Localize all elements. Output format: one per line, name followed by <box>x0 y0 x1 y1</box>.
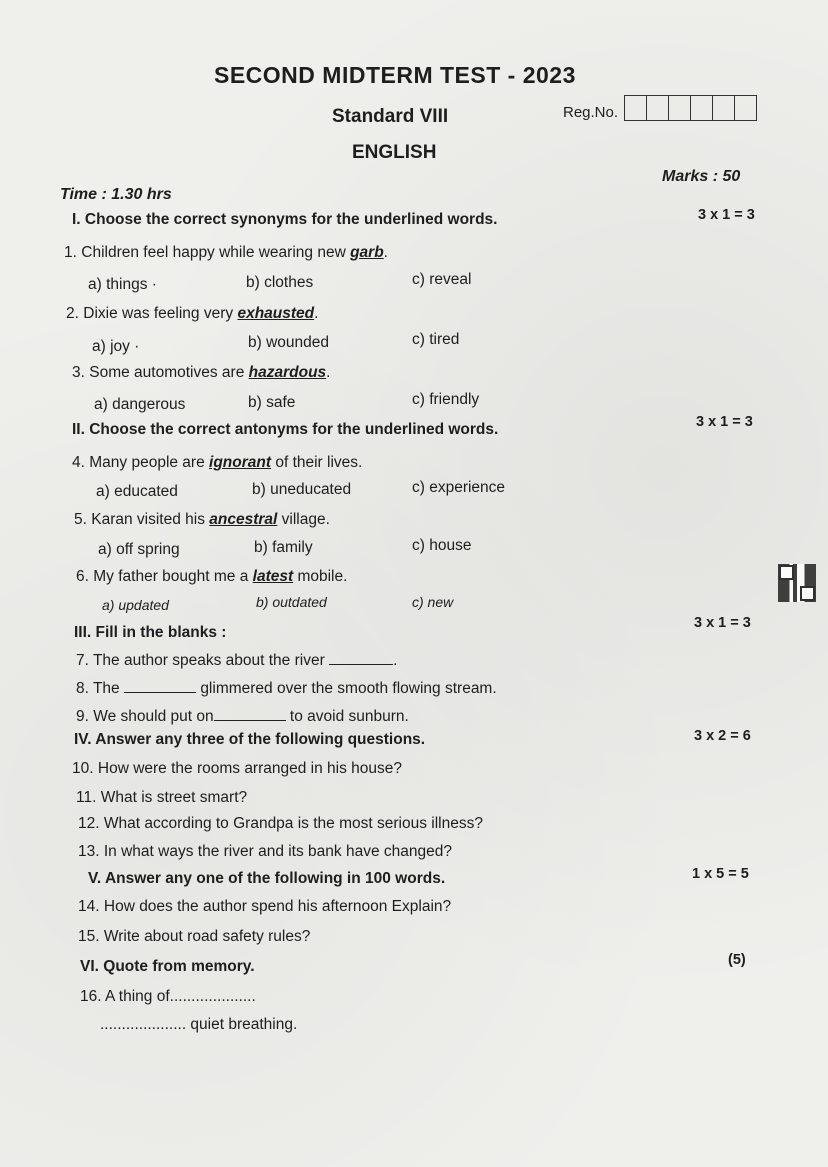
standard-label: Standard VIII <box>332 106 449 127</box>
q1-option-c: c) reveal <box>412 271 472 288</box>
section-4-heading: IV. Answer any three of the following questions. <box>74 731 426 748</box>
section-5-marks: 1 x 5 = 5 <box>692 866 749 882</box>
q4-option-a: a) educated <box>96 483 178 500</box>
subject-label: ENGLISH <box>352 142 437 163</box>
exam-title: SECOND MIDTERM TEST - 2023 <box>214 62 576 88</box>
q6-option-a: a) updated <box>102 597 169 613</box>
question-16-line-1: 16. A thing of.................... <box>80 988 256 1005</box>
marks-label: Marks : 50 <box>662 168 741 185</box>
q1-option-b: b) clothes <box>246 274 314 291</box>
q4-option-c: c) experience <box>412 479 506 496</box>
q2-option-a: a) joy · <box>92 338 140 355</box>
question-2: 2. Dixie was feeling very exhausted. <box>66 305 319 322</box>
question-14: 14. How does the author spend his afternoon Explain? <box>78 898 452 915</box>
q3-option-b: b) safe <box>248 394 296 411</box>
question-15: 15. Write about road safety rules? <box>78 928 311 945</box>
time-label: Time : 1.30 hrs <box>60 186 172 203</box>
section-6-marks: (5) <box>728 952 746 968</box>
question-12: 12. What according to Grandpa is the most serious illness? <box>78 815 483 832</box>
q1-option-a: a) things · <box>88 276 157 293</box>
q3-option-c: c) friendly <box>412 391 480 408</box>
section-1-marks: 3 x 1 = 3 <box>698 207 755 223</box>
q6-option-c: c) new <box>412 594 454 610</box>
underlined-word: latest <box>252 568 294 585</box>
underlined-word: ancestral <box>209 511 278 528</box>
question-5: 5. Karan visited his ancestral village. <box>74 511 330 528</box>
question-10: 10. How were the rooms arranged in his house? <box>72 760 403 777</box>
question-11: 11. What is street smart? <box>76 789 248 806</box>
blank-line <box>329 650 393 665</box>
q6-option-b: b) outdated <box>256 594 327 610</box>
underlined-word: garb <box>350 244 384 261</box>
question-8: 8. The glimmered over the smooth flowing stream. <box>76 680 497 697</box>
q5-option-c: c) house <box>412 537 472 554</box>
q3-option-a: a) dangerous <box>94 396 186 413</box>
question-13: 13. In what ways the river and its bank have changed? <box>78 843 452 860</box>
question-1: 1. Children feel happy while wearing new garb. <box>64 244 388 261</box>
q4-option-b: b) uneducated <box>252 481 352 498</box>
question-16-line-2: .................... quiet breathing. <box>100 1016 298 1033</box>
blank-line <box>124 678 196 693</box>
section-2-marks: 3 x 1 = 3 <box>696 414 753 430</box>
section-5-heading: V. Answer any one of the following in 100 words. <box>88 870 446 887</box>
underlined-word: exhausted <box>237 305 315 322</box>
question-3: 3. Some automotives are hazardous. <box>72 364 331 381</box>
section-1-heading: I. Choose the correct synonyms for the underlined words. <box>72 211 498 228</box>
blank-line <box>214 706 286 721</box>
q2-option-b: b) wounded <box>248 334 330 351</box>
section-4-marks: 3 x 2 = 6 <box>694 728 751 744</box>
q2-option-c: c) tired <box>412 331 460 348</box>
underlined-word: hazardous <box>248 364 327 381</box>
section-2-heading: II. Choose the correct antonyms for the underlined words. <box>72 421 499 438</box>
reg-no-boxes <box>624 95 757 121</box>
question-4: 4. Many people are ignorant of their lives. <box>72 454 363 471</box>
question-6: 6. My father bought me a latest mobile. <box>76 568 348 585</box>
q5-option-a: a) off spring <box>98 541 180 558</box>
question-7: 7. The author speaks about the river . <box>76 652 398 669</box>
section-3-heading: III. Fill in the blanks : <box>74 624 227 641</box>
section-6-heading: VI. Quote from memory. <box>80 958 255 975</box>
underlined-word: ignorant <box>209 454 272 471</box>
reg-no-label: Reg.No. <box>563 104 619 121</box>
section-3-marks: 3 x 1 = 3 <box>694 615 751 631</box>
qr-code-icon <box>778 564 816 602</box>
q5-option-b: b) family <box>254 539 313 556</box>
question-9: 9. We should put on to avoid sunburn. <box>76 708 409 725</box>
